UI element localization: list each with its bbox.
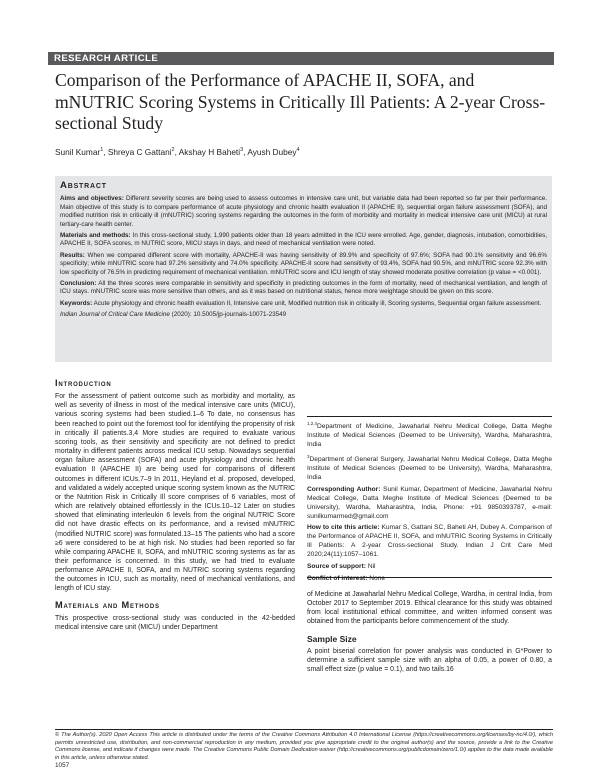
methods-text: This prospective cross-sectional study was conducted in the 42-bedded medical intensive care unit (MICU) under Department [55, 614, 295, 631]
article-title: Comparison of the Performance of APACHE II, SOFA, and mNUTRIC Scoring Systems in Critically Ill Patients: A 2-year Cross-sectional Study [55, 70, 546, 133]
right-column-body [307, 590, 552, 674]
author-list: Sunil Kumar$^1$, Shreya C Gattani$^2$, Akshay H Baheti$^3$, Ayush Dubey$^4$ [55, 147, 300, 157]
footnote-rule-bottom [307, 577, 552, 578]
author-name: Ayush Dubey [247, 147, 297, 157]
abstract-body [60, 195, 547, 322]
conflict-of-interest: Conflict of interest: None [307, 574, 386, 582]
footnote-block [307, 420, 552, 587]
copyright-rule [55, 729, 553, 730]
corresponding-author: Corresponding Author: Sunil Kumar, Department of Medicine, Jawaharlal Nehru Medical College, Datta Meghe Institute of Medical Sciences (Deemed to be University), Wardha, Maharashtra, India, Phone: +91 9850393787, e-mail: sunilkumarmed@gmail.com [307, 485, 552, 520]
how-to-cite: How to cite this article: Kumar S, Gattani SC, Baheti AH, Dubey A. Comparison of the Performance of APACHE II, SOFA, and mNUTRIC Scoring Systems in Critically Ill Patients: A 2-year Cross-sectional Study. Indian J Crit Care Med 2020;24(11):1057–1061. [307, 524, 552, 559]
author-name: Shreya C Gattani [107, 147, 172, 157]
study-location-text: of Medicine at Jawaharlal Nehru Medical College, Wardha, in central India, from October 2017 to September 2019. Ethical clearance for this study was obtained from local institutional ethical committee, and written informed consent was obtained from the participants before commencement of the study. [307, 591, 552, 626]
affiliation-2: $^3$Department of General Surgery, Jawaharlal Nehru Medical College, Datta Meghe Institute of Medical Sciences (Deemed to be University), Wardha, Maharashtra, India [307, 453, 552, 481]
abstract-box [55, 176, 552, 362]
sample-size-text: A point biserial correlation for power analysis was conducted in G*Power to determine a sufficient sample size with an alpha of 0.05, a power of 0.80, a small effect size (p value = 0.1), and two tails.16 [307, 647, 552, 674]
journal-citation: Indian Journal of Critical Care Medicine (2020): 10.5005/jp-journals-10071-23549 [60, 310, 287, 318]
introduction-heading: Introduction [55, 378, 112, 388]
affiliation-1: $^{1,2,4}$Department of Medicine, Jawaharlal Nehru Medical College, Datta Meghe Institute of Medical Sciences (Deemed to be University), Wardha, Maharashtra, India [307, 421, 552, 448]
abstract-results: Results: When we compared different score with mortality, APACHE-II was having sensitivity of 89.9% and specificity of 97.6%; SOFA had 90.1% sensitivity and 96.6% specificity; while mNUTRIC score had 97.2% sensitivity and 74.0% specificity. APACHE-II score had sensitivity of 93.4%, SOFA had 90.5%, and mNUTRIC score 92.3% with low specificity of 76.5% in predicting requirement of mechanical ventilation. mNUTRIC score and ICU length of stay showed moderate positive correlation (p value = <0.001). [60, 251, 547, 276]
abstract-keywords: Keywords: Acute physiology and chronic health evaluation II, Intensive care unit, Modified nutrition risk in critically ill, Scoring systems, Sequential organ failure assessment. [60, 299, 542, 307]
source-of-support: Source of support: Nil [307, 563, 376, 571]
methods-heading: Materials and Methods [55, 599, 160, 610]
footnote-rule [307, 416, 552, 417]
author-name: Sunil Kumar [55, 147, 101, 157]
article-type-label: RESEARCH ARTICLE [54, 53, 159, 64]
article-type-band [48, 52, 554, 65]
copyright-notice: © The Author(s). 2020 Open Access This article is distributed under the terms of the Creative Commons Attribution 4.0 International License (https://creativecommons.org/licenses/by-nc/4.0/), which permits unrestricted use, distribution, and non-commercial reproduction in any medium, provided you give appropriate credit to the original author(s) and the source, provide a link to the Creative Commons license, and indicate if changes were made. The Creative Commons Public Domain Dedication waiver (http://creativecommons.org/publicdomain/zero/1.0/) applies to the data made available in this article, unless otherwise stated. [55, 732, 553, 761]
abstract-aims: Aims and objectives: Different severity scores are being used to assess outcomes in intensive care unit, but variable data had been reported so far per their performance. Main objective of this study is to compare performance of acute physiology and chronic health evaluation II (APACHE II), sequential organ failure assessment (SOFA), and modified nutrition risk in critically ill (mNUTRIC) scoring systems regarding the outcomes in the form of morbidity and mortality in medical intensive care unit (MICU) at rural tertiary-care health center. [60, 195, 548, 228]
left-column [55, 379, 295, 632]
sample-size-heading: Sample Size [307, 633, 357, 644]
author-name: Akshay H Baheti [178, 147, 241, 157]
page-number: 1057 [55, 762, 70, 769]
introduction-text: For the assessment of patient outcome such as morbidity and mortality, as well as severity of illness in most of the medical intensive care units (MICU), various scoring systems had been studied.1–6 To date, no consensus has been reached to point out the foremost tool for identifying the propensity of risk in critically ill patients.3,4 More studies are required to evaluate various scoring tools, as their sensitivity and specificity are not defined to predict mortality in different patients across medical ICU setup. Nowadays sequential organ failure assessment (SOFA) and acute physiology and chronic health evaluation II (APACHE II) are being used for comparisons of different outcomes in different ICUs.7–9 In 2011, Heyland et al. proposed, developed, and validated a widely accepted unique scoring system known as the NUTRIC or the Nutrition Risk in Critically Ill score comprises of 6 variables, most of which are relatively obtained effortlessly in the ICUs.10–12 Later on studies showed that eliminating interleukin 6 levels from the original NUTRIC Score did not have drastic effects on its performance, and a revised mNUTRIC (modified NUTRIC score) was formulated.13–15 The patients who had a score ≥6 were considered to be at high risk. No studies had been reported so far while comparing APACHE II, SOFA, and mNUTRIC scoring systems as far as their performance is concerned. In this study, we had tried to evaluate performance APACHE II, SOFA, and m NUTRIC scoring systems regarding the outcomes in ICU, such as mortality, need of mechanical ventilations, and length of ICU stay. [55, 393, 295, 593]
abstract-heading: Abstract [60, 180, 107, 191]
abstract-conclusion: Conclusion: All the three scores were comparable in sensitivity and specificity in predicting outcomes in the form of mortality, need of mechanical ventilation, and length of ICU stays. mNUTRIC score was more sensitive than others, and as it was based on nutritional status, hence more weightage should be given on this score. [60, 279, 547, 296]
abstract-methods: Materials and methods: In this cross-sectional study, 1,990 patients older than 18 years admitted in the ICU were enrolled. Age, gender, diagnosis, intubation, comorbidities, APACHE II, SOFA scores, m NUTRIC score, MICU stays in days, and need of mechanical ventilation were noted. [60, 231, 547, 248]
